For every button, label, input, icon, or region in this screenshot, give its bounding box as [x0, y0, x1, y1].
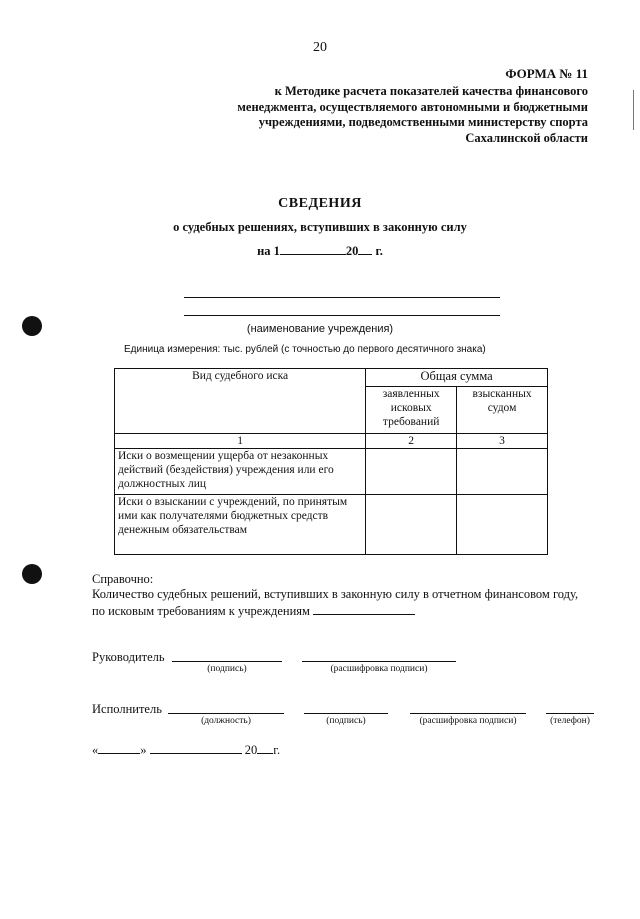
column-number: 2 [366, 434, 457, 449]
date-year-blank[interactable] [358, 242, 372, 255]
reference-block [92, 572, 592, 619]
form-number: ФОРМА № 11 [505, 66, 588, 81]
table-row [115, 495, 548, 555]
table-row [115, 449, 548, 495]
head-name-line[interactable] [302, 661, 456, 662]
report-date-line [0, 242, 640, 259]
date-prefix: на 1 [257, 244, 280, 258]
column-number: 3 [457, 434, 548, 449]
declared-cell[interactable] [366, 449, 457, 495]
methodology-line: учреждениями, подведомственными министерству спорта [258, 115, 588, 129]
date-year-suffix: г. [375, 244, 383, 258]
executor-name-line[interactable] [410, 713, 526, 714]
scan-edge-mark [633, 90, 634, 130]
institution-name-line-1[interactable] [184, 297, 500, 298]
declared-cell[interactable] [366, 495, 457, 555]
footer-year-prefix: 20 [244, 743, 258, 757]
close-quote: » [140, 743, 147, 757]
unit-note: Единица измерения: тыс. рублей (с точностью до первого десятичного знака) [124, 344, 486, 355]
page-number: 20 [313, 40, 327, 55]
header-declared: заявленных исковых требований [366, 387, 457, 434]
footer-day-blank[interactable] [98, 741, 140, 754]
header-recovered: взысканных судом [457, 387, 548, 434]
name-caption: (расшифровка подписи) [419, 716, 517, 726]
methodology-line: Сахалинской области [465, 130, 588, 145]
executor-label: Исполнитель [92, 702, 162, 716]
executor-signature-line[interactable] [304, 713, 388, 714]
recovered-cell[interactable] [457, 495, 548, 555]
column-number: 1 [115, 434, 366, 449]
institution-name-line-2[interactable] [184, 315, 500, 316]
executor-phone-line[interactable] [546, 713, 594, 714]
methodology-reference [168, 84, 588, 146]
footer-year-blank[interactable] [257, 741, 273, 754]
claims-table [114, 368, 548, 555]
document-title: СВЕДЕНИЯ [278, 196, 362, 211]
date-year-prefix: 20 [345, 244, 359, 258]
executor-position-line[interactable] [168, 713, 284, 714]
open-quote: « [92, 743, 99, 757]
recovered-cell[interactable] [457, 449, 548, 495]
binder-hole-bottom [22, 564, 42, 584]
footer-year-suffix: г. [273, 743, 281, 757]
methodology-line: менеджмента, осуществляемого автономными и бюджетными [237, 99, 588, 114]
institution-caption: (наименование учреждения) [246, 323, 394, 335]
row-label: Иски о взыскании с учреждений, по принятым ими как получателями бюджетных средств денежным обязательствам [115, 495, 366, 555]
header-claim-type: Вид судебного иска [115, 369, 366, 434]
row-label: Иски о возмещении ущерба от незаконных действий (бездействия) учреждения или его должностных лиц [115, 449, 366, 495]
reference-heading: Справочно: [92, 572, 154, 586]
footer-date [92, 741, 280, 758]
position-caption: (должность) [201, 716, 251, 726]
date-day-month-blank[interactable] [280, 242, 346, 255]
head-signature-line[interactable] [172, 661, 282, 662]
header-total-amount: Общая сумма [366, 369, 548, 387]
name-caption: (расшифровка подписи) [330, 664, 428, 674]
document-subtitle: о судебных решениях, вступивших в законную силу [173, 220, 467, 234]
methodology-line: к Методике расчета показателей качества финансового [274, 84, 588, 98]
head-label: Руководитель [92, 650, 165, 664]
footer-month-blank[interactable] [150, 741, 242, 754]
court-decisions-count-blank[interactable] [313, 602, 415, 615]
signature-caption: (подпись) [207, 664, 247, 674]
reference-text: Количество судебных решений, вступивших в законную силу в отчетном финансовом году, по исковым требованиям к учреждениям [92, 587, 579, 618]
signature-caption: (подпись) [326, 716, 366, 726]
phone-caption: (телефон) [550, 716, 590, 726]
